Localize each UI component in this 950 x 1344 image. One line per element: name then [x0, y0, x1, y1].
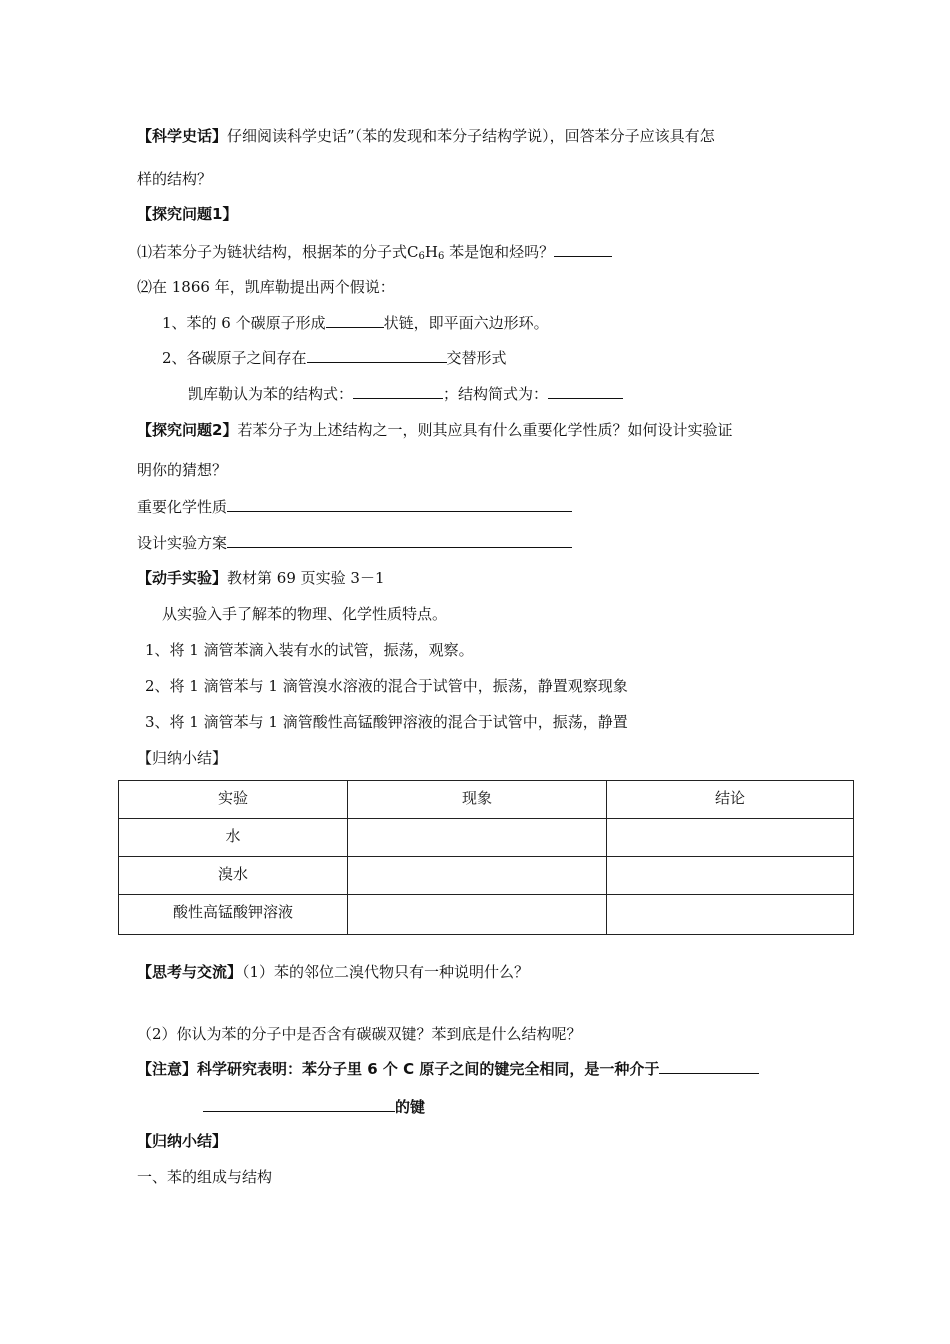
- hypothesis-2-text: 2、各碳原子之间存在: [162, 349, 307, 367]
- answer-blank[interactable]: [554, 242, 612, 257]
- note-line2: [203, 1097, 425, 1117]
- note-tag: 【注意】: [137, 1060, 198, 1078]
- experiment-plan-line: [137, 533, 572, 553]
- question1-item2: ⑵在 1866 年，凯库勒提出两个假说：: [137, 278, 395, 296]
- table-row-label: 水: [119, 819, 348, 857]
- chemical-property-line: [137, 497, 572, 517]
- question2-heading: 【探究问题2】: [137, 421, 238, 439]
- kekule-structural-label: 凯库勒认为苯的结构式：: [188, 385, 354, 403]
- table-cell[interactable]: [348, 857, 607, 895]
- formula-h: H: [424, 243, 438, 261]
- table-cell[interactable]: [607, 857, 854, 895]
- question1-item1-text: ⑴若苯分子为链状结构，根据苯的分子式C: [137, 243, 419, 261]
- question2-line1: [137, 420, 732, 440]
- answer-blank[interactable]: [353, 384, 443, 399]
- think-discuss-tag: 【思考与交流】: [137, 963, 243, 981]
- note-text: 科学研究表明：苯分子里 6 个 C 原子之间的键完全相同，是一种介于: [197, 1060, 660, 1078]
- answer-blank[interactable]: [227, 533, 572, 548]
- question1-heading: 【探究问题1】: [137, 205, 238, 223]
- think-discuss-q2: （2）你认为苯的分子中是否含有碳碳双键？苯到底是什么结构呢？: [137, 1025, 582, 1043]
- answer-blank[interactable]: [307, 348, 447, 363]
- table-row-label: 酸性高锰酸钾溶液: [119, 895, 348, 935]
- hands-on-reference: 教材第 69 页实验 3－1: [227, 569, 385, 587]
- hands-on-tag: 【动手实验】: [137, 569, 228, 587]
- chemical-property-label: 重要化学性质: [137, 498, 228, 516]
- kekule-simplified-label: ；结构简式为：: [443, 385, 549, 403]
- question1-item1-tail: 苯是饱和烃吗？: [444, 243, 555, 261]
- summary-heading-2: 【归纳小结】: [137, 1132, 228, 1150]
- experiment-step-1: 1、将 1 滴管苯滴入装有水的试管，振荡，观察。: [145, 641, 474, 659]
- experiment-plan-label: 设计实验方案: [137, 534, 228, 552]
- table-header: 实验: [119, 781, 348, 819]
- formula-subscript: 6: [418, 251, 425, 262]
- formula-subscript: 6: [437, 251, 445, 262]
- science-history-line2: 样的结构？: [137, 170, 213, 188]
- question2-text: 若苯分子为上述结构之一，则其应具有什么重要化学性质？如何设计实验证: [237, 421, 733, 439]
- think-discuss-line1: [137, 962, 529, 982]
- note-line1: [137, 1059, 759, 1079]
- answer-blank[interactable]: [203, 1097, 395, 1112]
- table-cell[interactable]: [607, 895, 854, 935]
- science-history-line1: [137, 126, 715, 146]
- answer-blank[interactable]: [227, 497, 572, 512]
- think-discuss-q1: （1）苯的邻位二溴代物只有一种说明什么？: [242, 963, 530, 981]
- answer-blank[interactable]: [326, 313, 384, 328]
- note-tail: 的键: [395, 1098, 426, 1116]
- hypothesis-1: [162, 313, 549, 333]
- experiment-step-2: 2、将 1 滴管苯与 1 滴管溴水溶液的混合于试管中，振荡，静置观察现象: [145, 677, 628, 695]
- table-header: 结论: [607, 781, 854, 819]
- hypothesis-1-text: 1、苯的 6 个碳原子形成: [162, 314, 326, 332]
- table-row-label: 溴水: [119, 857, 348, 895]
- table-cell[interactable]: [348, 819, 607, 857]
- science-history-tag: 【科学史话】: [137, 127, 228, 145]
- table-header: 现象: [348, 781, 607, 819]
- answer-blank[interactable]: [659, 1059, 759, 1074]
- table-cell[interactable]: [348, 895, 607, 935]
- summary-heading-1: 【归纳小结】: [137, 749, 228, 767]
- hypothesis-2-tail: 交替形式: [446, 349, 507, 367]
- hypothesis-2: [162, 348, 507, 368]
- question2-line2: 明你的猜想？: [137, 461, 228, 479]
- experiment-intro: 从实验入手了解苯的物理、化学性质特点。: [162, 605, 448, 623]
- summary-table: [118, 780, 854, 935]
- hypothesis-1-tail: 状链，即平面六边形环。: [383, 314, 549, 332]
- section-benzene-structure: 一、苯的组成与结构: [137, 1168, 273, 1186]
- experiment-step-3: 3、将 1 滴管苯与 1 滴管酸性高锰酸钾溶液的混合于试管中，振荡，静置: [145, 713, 628, 731]
- answer-blank[interactable]: [548, 384, 623, 399]
- table-cell[interactable]: [607, 819, 854, 857]
- hands-on-heading: [137, 568, 385, 588]
- question1-item1: [137, 242, 612, 267]
- science-history-text: 仔细阅读科学史话”（苯的发现和苯分子结构学说），回答苯分子应该具有怎: [227, 127, 715, 145]
- kekule-line: [188, 384, 623, 404]
